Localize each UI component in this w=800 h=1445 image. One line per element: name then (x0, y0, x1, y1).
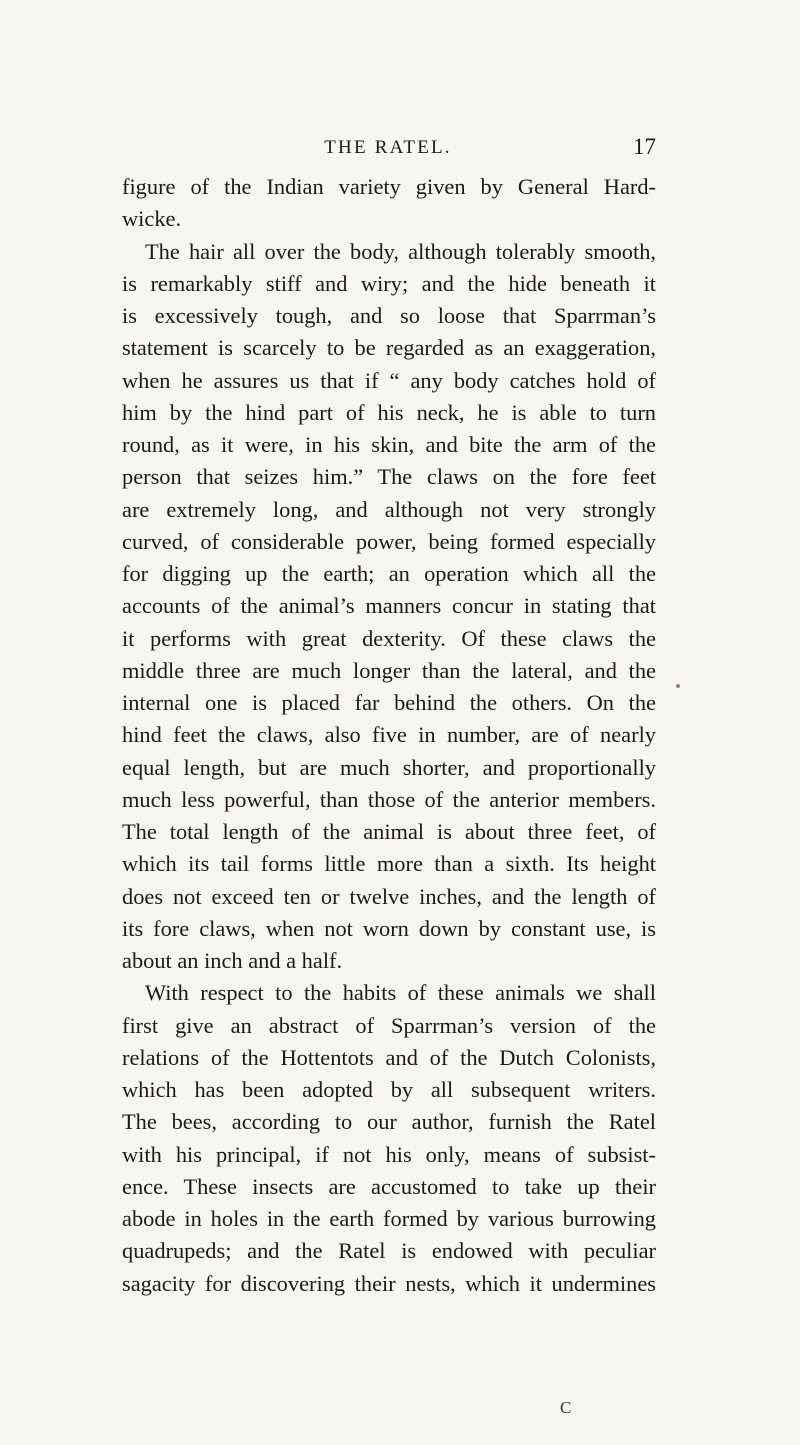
running-head: THE RATEL. (324, 137, 452, 158)
signature-mark: C (560, 1398, 572, 1417)
text-line: which its tail forms little more than a sixth. Its height (122, 851, 656, 877)
text-line: round, as it were, in his skin, and bite the arm of the (122, 432, 656, 457)
text-line: The total length of the animal is about three feet, of (122, 819, 656, 844)
page-number: 17 (633, 134, 656, 159)
text-line: its fore claws, when not worn down by constant use, is (122, 915, 656, 941)
text-line: hind feet the claws, also five in number, are of nearly (122, 722, 656, 748)
text-line: are extremely long, and although not very strongly (122, 496, 656, 522)
text-line: abode in holes in the earth formed by various burrowing (122, 1206, 656, 1231)
text-line: accounts of the animal’s manners concur in stating that (122, 593, 656, 619)
text-line: for digging up the earth; an operation which all the (122, 561, 656, 586)
paragraph-start-line: The hair all over the body, although tolerably smooth, (145, 238, 656, 264)
text-line: equal length, but are much shorter, and proportionally (122, 754, 656, 780)
text-line: The bees, according to our author, furnish the Ratel (122, 1109, 656, 1135)
text-line: does not exceed ten or twelve inches, and the length of (122, 883, 656, 909)
text-line: first give an abstract of Sparrman’s version of the (122, 1012, 656, 1038)
text-line: when he assures us that if “ any body catches hold of (122, 367, 656, 393)
text-line: is remarkably stiff and wiry; and the hide beneath it (122, 270, 656, 296)
text-line: it performs with great dexterity. Of these claws the (122, 625, 656, 651)
body-text (122, 171, 656, 1300)
text-line: internal one is placed far behind the others. On the (122, 690, 656, 715)
text-line: much less powerful, than those of the anterior members. (122, 786, 656, 812)
text-line: figure of the Indian variety given by General Hard- (122, 174, 656, 199)
text-line: person that seizes him.” The claws on the fore feet (122, 464, 656, 490)
paragraph-start-line: With respect to the habits of these animals we shall (145, 980, 656, 1006)
text-line: statement is scarcely to be regarded as an exaggeration, (122, 335, 656, 361)
text-line: with his principal, if not his only, means of subsist- (122, 1141, 656, 1167)
text-line: curved, of considerable power, being formed especially (122, 528, 656, 554)
text-line: which has been adopted by all subsequent writers. (122, 1077, 656, 1102)
text-line: middle three are much longer than the lateral, and the (122, 657, 656, 683)
margin-mark (676, 684, 680, 688)
text-line: is excessively tough, and so loose that Sparrman’s (122, 303, 656, 328)
text-line: ence. These insects are accustomed to take up their (122, 1173, 656, 1199)
text-line: him by the hind part of his neck, he is able to turn (122, 399, 656, 425)
text-line: sagacity for discovering their nests, which it undermines (122, 1270, 656, 1296)
text-line: about an inch and a half. (122, 948, 343, 973)
text-line: relations of the Hottentots and of the Dutch Colonists, (122, 1044, 656, 1070)
page-header (118, 134, 658, 164)
text-line: wicke. (122, 206, 182, 232)
text-line: quadrupeds; and the Ratel is endowed with peculiar (122, 1238, 656, 1264)
